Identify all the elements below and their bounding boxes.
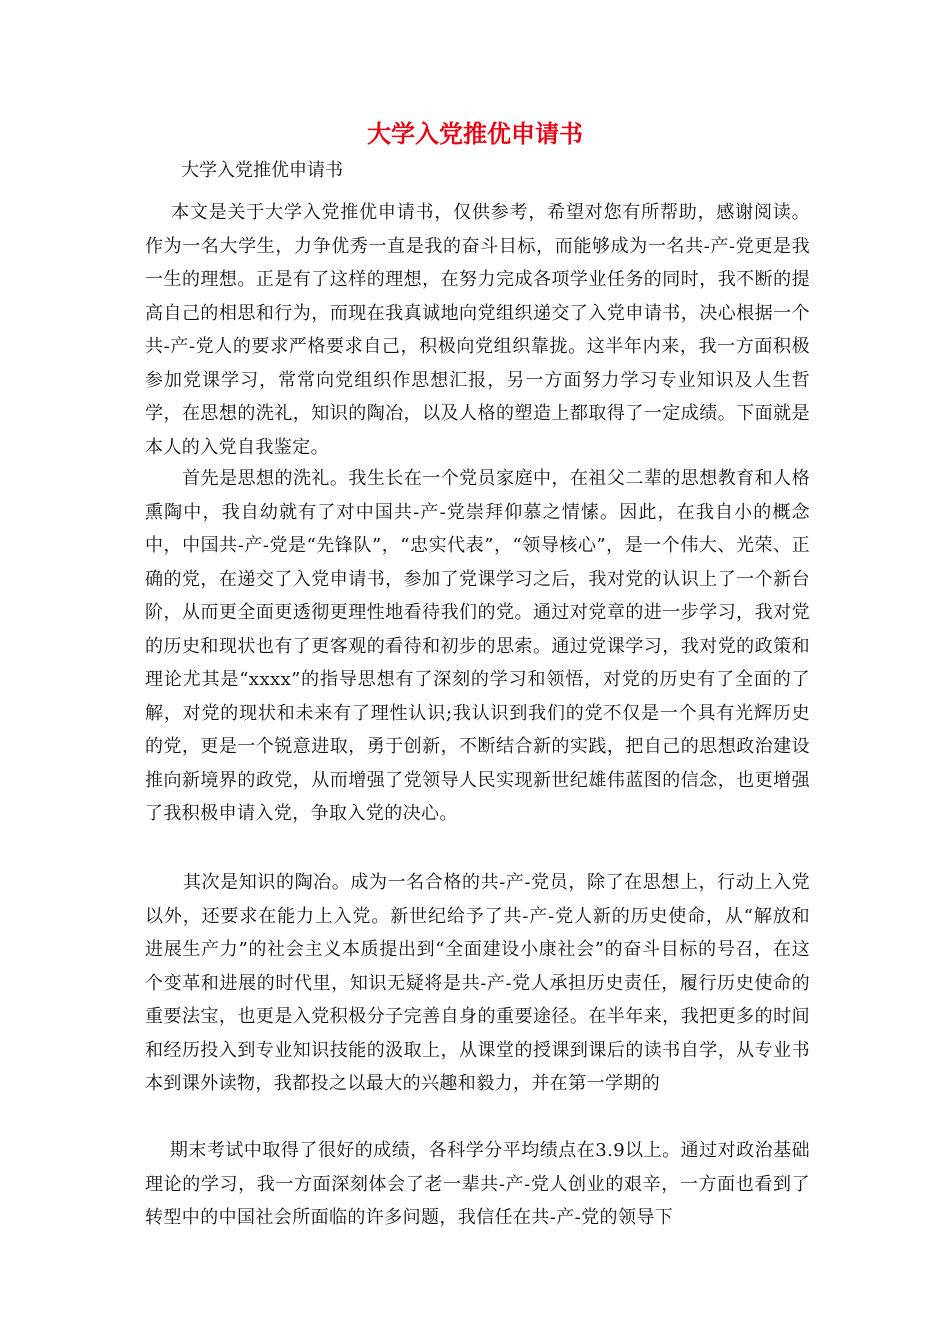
document-title: 大学入党推优申请书 — [367, 120, 583, 148]
paragraph-intro: 本文是关于大学入党推优申请书，仅供参考，希望对您有所帮助，感谢阅读。 作为一名大学生，力争优秀一直是我的奋斗目标，而能够成为一名共-产-党更是我一生的理想。正是有了这样的理想，在努力完成各项学业任务的同时，我不断的提高自己的相思和行为，而现在我真诚地向党组织递交了入党申请书，决心根据一个共-产-党人的要求严格要求自己，积极向党组织靠拢。这半年内来，我一方面积极参加党课学习，常常向党组织作思想汇报，另一方面努力学习专业知识及人生哲学，在思想的洗礼，知识的陶冶，以及人格的塑造上都取得了一定成绩。下面就是本人的入党自我鉴定。 — [145, 202, 835, 458]
paragraph-knowledge: 其次是知识的陶冶。成为一名合格的共-产-党员，除了在思想上，行动上入党以外，还要求在能力上入党。新世纪给予了共-产-党人新的历史使命，从“解放和进展生产力”的社会主义本质提出到“全面建设小康社会”的奋斗目标的号召，在这个变革和进展的时代里，知识无疑将是共-产-党人承担历史责任，履行历史使命的重要法宝，也更是入党积极分子完善自身的重要途径。在半年来，我把更多的时间和经历投入到专业知识技能的汲取上，从课堂的授课到课后的读书自学，从专业书本到课外读物，我都投之以最大的兴趣和毅力，并在第一学期的 — [145, 872, 810, 1094]
document-subtitle: 大学入党推优申请书 — [181, 160, 343, 181]
paragraph-exam: 期末考试中取得了很好的成绩，各科学分平均绩点在3.9以上。通过对政治基础理论的学习，我一方面深刻体会了老一辈共-产-党人创业的艰辛，一方面也看到了转型中的中国社会所面临的许多问题，我信任在共-产-党的领导下 — [145, 1140, 810, 1228]
paragraph-ideology: 首先是思想的洗礼。我生长在一个党员家庭中，在祖父二辈的思想教育和人格熏陶中，我自幼就有了对中国共-产-党崇拜仰慕之情愫。因此，在我自小的概念中，中国共-产-党是“先锋队”，“忠实代表”，“领导核心”，是一个伟大、光荣、正确的党，在递交了入党申请书，参加了党课学习之后，我对党的认识上了一个新台阶，从而更全面更透彻更理性地看待我们的党。通过对党章的进一步学习，我对党的历史和现状也有了更客观的看待和初步的思索。通过党课学习，我对党的政策和理论尤其是“xxxx”的指导思想有了深刻的学习和领悟，对党的历史有了全面的了解，对党的现状和未来有了理性认识;我认识到我们的党不仅是一个具有光辉历史的党，更是一个锐意进取，勇于创新，不断结合新的实践，把自己的思想政治建设推向新境界的政党，从而增强了党领导人民实现新世纪雄伟蓝图的信念，也更增强了我积极申请入党，争取入党的决心。 — [145, 468, 810, 824]
